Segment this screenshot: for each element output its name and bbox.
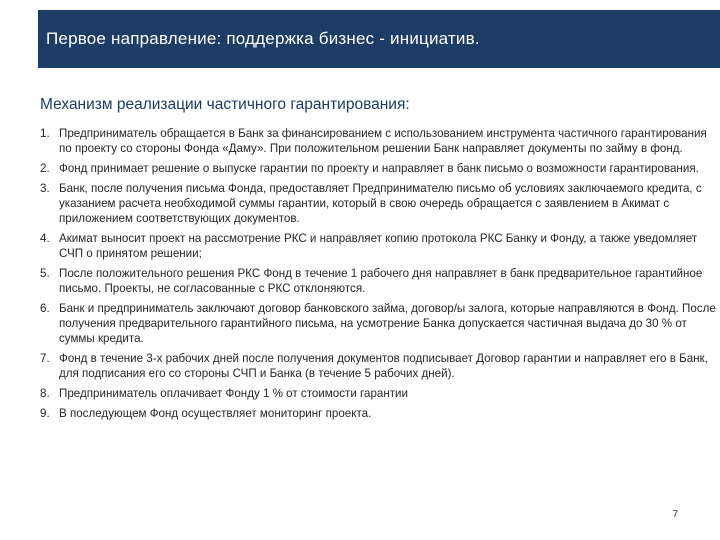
item-number: 8. <box>40 387 50 400</box>
item-text: Предприниматель обращается в Банк за финансированием с использованием инструмента частичного гарантирования по проекту со стороны Фонда «Даму». При положительном решении Банк направляет документы по займу в фонд. <box>59 127 707 155</box>
title-bar <box>38 10 720 68</box>
item-number: 6. <box>40 302 50 315</box>
item-text: Акимат выносит проект на рассмотрение РКС и направляет копию протокола РКС Банку и Фонду, а также уведомляет СЧП о принятом решении; <box>59 232 698 260</box>
list-item <box>40 406 716 421</box>
item-number: 7. <box>40 352 50 365</box>
list-item <box>40 301 716 346</box>
item-text: Банк, после получения письма Фонда, предоставляет Предпринимателю письмо об условиях заключаемого кредита, с указанием расчета необходимой суммы гарантии, который в свою очередь обращается с заявлением в Акимат с приложением соответствующих документов. <box>59 182 702 225</box>
item-number: 1. <box>40 127 50 140</box>
list-item <box>40 351 716 381</box>
item-number: 2. <box>40 162 50 175</box>
item-text: После положительного решения РКС Фонд в течение 1 рабочего дня направляет в банк предварительное гарантийное письмо. Проекты, не согласованные с РКС отклоняются. <box>59 267 703 295</box>
list-item <box>40 181 716 226</box>
item-text: Фонд в течение 3-х рабочих дней после получения документов подписывает Договор гарантии и направляет его в Банк, для подписания его со стороны СЧП и Банка (в течение 5 рабочих дней). <box>59 352 708 380</box>
list-item <box>40 386 716 401</box>
item-text: Фонд принимает решение о выпуске гарантии по проекту и направляет в банк письмо о возможности гарантирования. <box>59 162 699 175</box>
page-number: 7 <box>672 509 678 520</box>
page-title: Первое направление: поддержка бизнес - инициатив. <box>46 29 480 48</box>
item-number: 9. <box>40 407 50 420</box>
section-subtitle: Механизм реализации частичного гарантирования: <box>40 96 410 113</box>
item-text: Банк и предприниматель заключают договор банковского займа, договор/ы залога, которые направляются в Фонд. После получения предварительного гарантийного письма, на усмотрение Банка допускается частичная выдача до 30 % от суммы кредита. <box>59 302 716 345</box>
item-text: Предприниматель оплачивает Фонду 1 % от стоимости гарантии <box>59 387 408 400</box>
list-item <box>40 231 716 261</box>
list-item <box>40 161 716 176</box>
item-text: В последующем Фонд осуществляет мониторинг проекта. <box>59 407 372 420</box>
item-number: 4. <box>40 232 50 245</box>
item-number: 5. <box>40 267 50 280</box>
list-item <box>40 266 716 296</box>
list-item <box>40 126 716 156</box>
item-number: 3. <box>40 182 50 195</box>
steps-list <box>40 126 716 426</box>
